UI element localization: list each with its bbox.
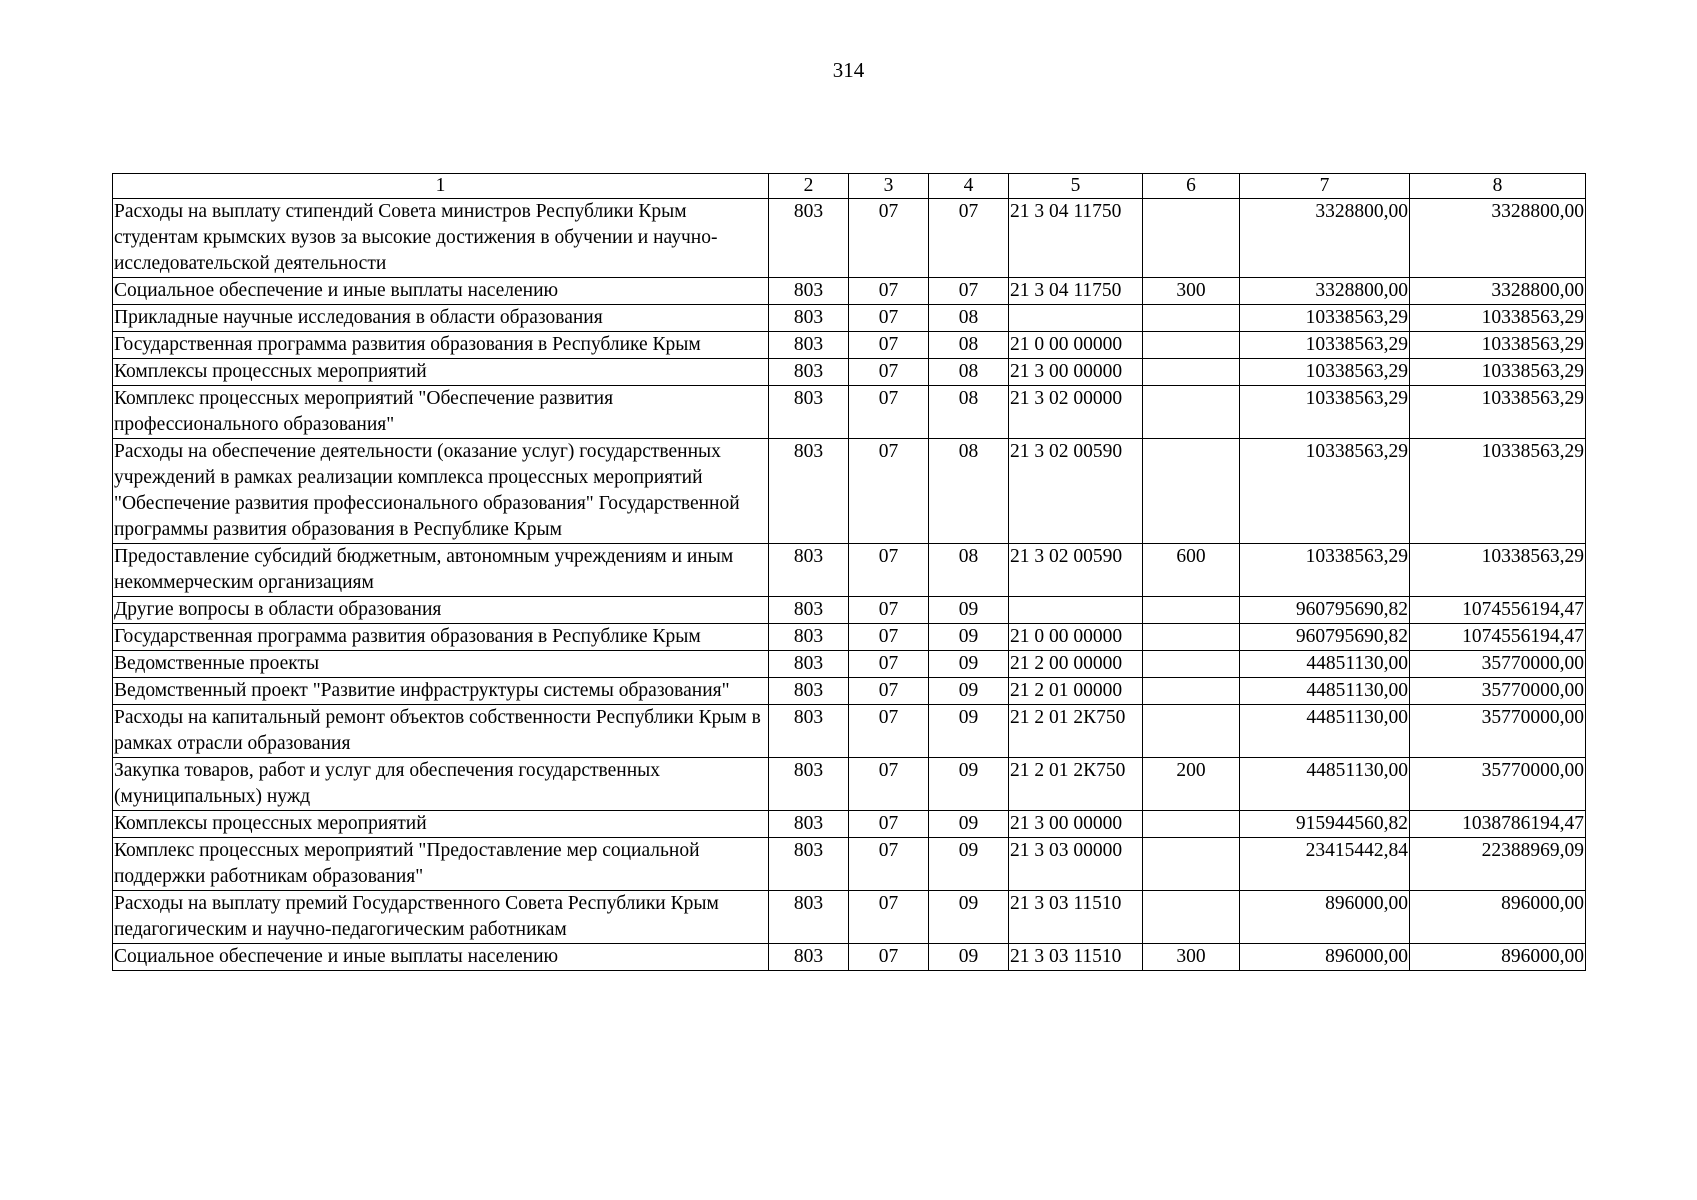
cell-sum-2: 1074556194,47	[1410, 624, 1586, 651]
table-row	[113, 278, 1586, 305]
cell-name: Ведомственный проект "Развитие инфраструктуры системы образования"	[113, 678, 769, 705]
cell-name: Ведомственные проекты	[113, 651, 769, 678]
table-row	[113, 332, 1586, 359]
cell-sum-1: 44851130,00	[1240, 678, 1410, 705]
column-header: 1	[113, 174, 769, 199]
cell-sum-1: 896000,00	[1240, 891, 1410, 944]
cell-ved: 803	[769, 944, 849, 971]
cell-sum-1: 10338563,29	[1240, 544, 1410, 597]
cell-sum-1: 44851130,00	[1240, 705, 1410, 758]
cell-sum-2: 35770000,00	[1410, 705, 1586, 758]
cell-pr: 09	[929, 758, 1009, 811]
cell-name: Расходы на обеспечение деятельности (оказание услуг) государственных учреждений в рамках реализации комплекса процессных мероприятий "Обеспечение развития профессионального образования" Государственной программы развития образования в Республике Крым	[113, 439, 769, 544]
cell-pr: 09	[929, 597, 1009, 624]
cell-csr: 21 0 00 00000	[1009, 332, 1143, 359]
cell-vr	[1143, 705, 1240, 758]
cell-rz: 07	[849, 278, 929, 305]
cell-csr: 21 3 02 00590	[1009, 544, 1143, 597]
cell-vr	[1143, 439, 1240, 544]
cell-csr: 21 3 04 11750	[1009, 278, 1143, 305]
table-header-row	[113, 174, 1586, 199]
cell-name: Комплексы процессных мероприятий	[113, 811, 769, 838]
cell-name: Государственная программа развития образования в Республике Крым	[113, 624, 769, 651]
cell-rz: 07	[849, 544, 929, 597]
cell-ved: 803	[769, 359, 849, 386]
cell-csr	[1009, 597, 1143, 624]
cell-sum-2: 10338563,29	[1410, 332, 1586, 359]
cell-rz: 07	[849, 624, 929, 651]
table-row	[113, 758, 1586, 811]
cell-sum-1: 44851130,00	[1240, 651, 1410, 678]
cell-csr: 21 3 03 11510	[1009, 944, 1143, 971]
column-header: 6	[1143, 174, 1240, 199]
cell-vr: 600	[1143, 544, 1240, 597]
table-row	[113, 678, 1586, 705]
cell-sum-2: 10338563,29	[1410, 359, 1586, 386]
cell-pr: 08	[929, 386, 1009, 439]
cell-vr	[1143, 838, 1240, 891]
cell-rz: 07	[849, 758, 929, 811]
cell-name: Комплексы процессных мероприятий	[113, 359, 769, 386]
cell-rz: 07	[849, 305, 929, 332]
cell-ved: 803	[769, 838, 849, 891]
cell-sum-1: 3328800,00	[1240, 199, 1410, 278]
cell-rz: 07	[849, 891, 929, 944]
cell-vr: 300	[1143, 278, 1240, 305]
cell-pr: 09	[929, 624, 1009, 651]
cell-vr	[1143, 597, 1240, 624]
table-row	[113, 811, 1586, 838]
cell-sum-2: 3328800,00	[1410, 278, 1586, 305]
cell-sum-2: 1074556194,47	[1410, 597, 1586, 624]
cell-csr: 21 2 00 00000	[1009, 651, 1143, 678]
cell-sum-2: 10338563,29	[1410, 439, 1586, 544]
cell-sum-1: 44851130,00	[1240, 758, 1410, 811]
table-row	[113, 544, 1586, 597]
cell-sum-2: 896000,00	[1410, 891, 1586, 944]
cell-name: Расходы на капитальный ремонт объектов собственности Республики Крым в рамках отрасли образования	[113, 705, 769, 758]
table-row	[113, 838, 1586, 891]
cell-ved: 803	[769, 597, 849, 624]
cell-ved: 803	[769, 332, 849, 359]
cell-pr: 07	[929, 199, 1009, 278]
cell-sum-2: 35770000,00	[1410, 651, 1586, 678]
cell-sum-1: 960795690,82	[1240, 624, 1410, 651]
cell-rz: 07	[849, 705, 929, 758]
cell-pr: 08	[929, 305, 1009, 332]
column-header: 2	[769, 174, 849, 199]
column-header: 8	[1410, 174, 1586, 199]
cell-pr: 08	[929, 544, 1009, 597]
cell-ved: 803	[769, 678, 849, 705]
cell-vr	[1143, 386, 1240, 439]
cell-rz: 07	[849, 651, 929, 678]
cell-ved: 803	[769, 278, 849, 305]
cell-sum-1: 23415442,84	[1240, 838, 1410, 891]
column-header: 7	[1240, 174, 1410, 199]
cell-sum-2: 10338563,29	[1410, 544, 1586, 597]
cell-rz: 07	[849, 944, 929, 971]
cell-ved: 803	[769, 758, 849, 811]
cell-sum-2: 3328800,00	[1410, 199, 1586, 278]
table-row	[113, 624, 1586, 651]
cell-name: Комплекс процессных мероприятий "Обеспечение развития профессионального образования"	[113, 386, 769, 439]
cell-sum-2: 22388969,09	[1410, 838, 1586, 891]
cell-sum-2: 10338563,29	[1410, 305, 1586, 332]
table-row	[113, 359, 1586, 386]
cell-vr	[1143, 359, 1240, 386]
cell-pr: 08	[929, 359, 1009, 386]
table-row	[113, 651, 1586, 678]
cell-name: Государственная программа развития образования в Республике Крым	[113, 332, 769, 359]
cell-csr: 21 3 03 11510	[1009, 891, 1143, 944]
cell-pr: 08	[929, 439, 1009, 544]
cell-rz: 07	[849, 386, 929, 439]
cell-vr: 200	[1143, 758, 1240, 811]
cell-vr	[1143, 199, 1240, 278]
cell-sum-2: 896000,00	[1410, 944, 1586, 971]
cell-vr	[1143, 305, 1240, 332]
cell-ved: 803	[769, 624, 849, 651]
table-row	[113, 305, 1586, 332]
cell-ved: 803	[769, 439, 849, 544]
cell-name: Расходы на выплату стипендий Совета министров Республики Крым студентам крымских вузов за высокие достижения в обучении и научно-исследовательской деятельности	[113, 199, 769, 278]
cell-rz: 07	[849, 678, 929, 705]
cell-sum-1: 960795690,82	[1240, 597, 1410, 624]
cell-ved: 803	[769, 305, 849, 332]
cell-ved: 803	[769, 544, 849, 597]
table-row	[113, 891, 1586, 944]
cell-pr: 09	[929, 891, 1009, 944]
cell-sum-1: 10338563,29	[1240, 359, 1410, 386]
table-row	[113, 705, 1586, 758]
cell-name: Расходы на выплату премий Государственного Совета Республики Крым педагогическим и научно-педагогическим работникам	[113, 891, 769, 944]
cell-csr: 21 2 01 00000	[1009, 678, 1143, 705]
cell-csr: 21 3 03 00000	[1009, 838, 1143, 891]
cell-csr: 21 3 02 00000	[1009, 386, 1143, 439]
cell-vr	[1143, 678, 1240, 705]
cell-rz: 07	[849, 332, 929, 359]
cell-sum-1: 896000,00	[1240, 944, 1410, 971]
cell-csr: 21 2 01 2К750	[1009, 758, 1143, 811]
cell-sum-1: 915944560,82	[1240, 811, 1410, 838]
page-number: 314	[832, 58, 865, 82]
cell-sum-2: 35770000,00	[1410, 758, 1586, 811]
cell-pr: 09	[929, 678, 1009, 705]
cell-name: Прикладные научные исследования в области образования	[113, 305, 769, 332]
cell-name: Комплекс процессных мероприятий "Предоставление мер социальной поддержки работникам образования"	[113, 838, 769, 891]
cell-rz: 07	[849, 439, 929, 544]
table-row	[113, 439, 1586, 544]
cell-pr: 08	[929, 332, 1009, 359]
cell-name: Социальное обеспечение и иные выплаты населению	[113, 944, 769, 971]
cell-ved: 803	[769, 651, 849, 678]
cell-pr: 09	[929, 811, 1009, 838]
cell-vr	[1143, 332, 1240, 359]
cell-name: Социальное обеспечение и иные выплаты населению	[113, 278, 769, 305]
column-header: 5	[1009, 174, 1143, 199]
cell-sum-1: 10338563,29	[1240, 332, 1410, 359]
cell-sum-2: 35770000,00	[1410, 678, 1586, 705]
cell-name: Закупка товаров, работ и услуг для обеспечения государственных (муниципальных) нужд	[113, 758, 769, 811]
table-row	[113, 386, 1586, 439]
cell-sum-1: 10338563,29	[1240, 386, 1410, 439]
cell-sum-2: 1038786194,47	[1410, 811, 1586, 838]
cell-rz: 07	[849, 359, 929, 386]
table-row	[113, 944, 1586, 971]
cell-ved: 803	[769, 705, 849, 758]
cell-name: Другие вопросы в области образования	[113, 597, 769, 624]
cell-csr: 21 3 02 00590	[1009, 439, 1143, 544]
cell-ved: 803	[769, 811, 849, 838]
column-header: 4	[929, 174, 1009, 199]
cell-ved: 803	[769, 891, 849, 944]
cell-rz: 07	[849, 838, 929, 891]
cell-csr	[1009, 305, 1143, 332]
cell-rz: 07	[849, 811, 929, 838]
cell-vr	[1143, 811, 1240, 838]
cell-vr	[1143, 624, 1240, 651]
cell-name: Предоставление субсидий бюджетным, автономным учреждениям и иным некоммерческим организациям	[113, 544, 769, 597]
cell-rz: 07	[849, 597, 929, 624]
table-row	[113, 199, 1586, 278]
cell-pr: 09	[929, 651, 1009, 678]
cell-ved: 803	[769, 199, 849, 278]
cell-sum-1: 3328800,00	[1240, 278, 1410, 305]
cell-vr	[1143, 891, 1240, 944]
column-header: 3	[849, 174, 929, 199]
cell-csr: 21 3 00 00000	[1009, 811, 1143, 838]
cell-pr: 09	[929, 705, 1009, 758]
cell-sum-2: 10338563,29	[1410, 386, 1586, 439]
cell-vr	[1143, 651, 1240, 678]
cell-csr: 21 2 01 2К750	[1009, 705, 1143, 758]
cell-sum-1: 10338563,29	[1240, 439, 1410, 544]
cell-csr: 21 3 04 11750	[1009, 199, 1143, 278]
cell-ved: 803	[769, 386, 849, 439]
cell-csr: 21 3 00 00000	[1009, 359, 1143, 386]
cell-pr: 09	[929, 838, 1009, 891]
cell-pr: 09	[929, 944, 1009, 971]
cell-vr: 300	[1143, 944, 1240, 971]
table-row	[113, 597, 1586, 624]
budget-table	[112, 173, 1586, 971]
cell-rz: 07	[849, 199, 929, 278]
cell-csr: 21 0 00 00000	[1009, 624, 1143, 651]
cell-pr: 07	[929, 278, 1009, 305]
cell-sum-1: 10338563,29	[1240, 305, 1410, 332]
